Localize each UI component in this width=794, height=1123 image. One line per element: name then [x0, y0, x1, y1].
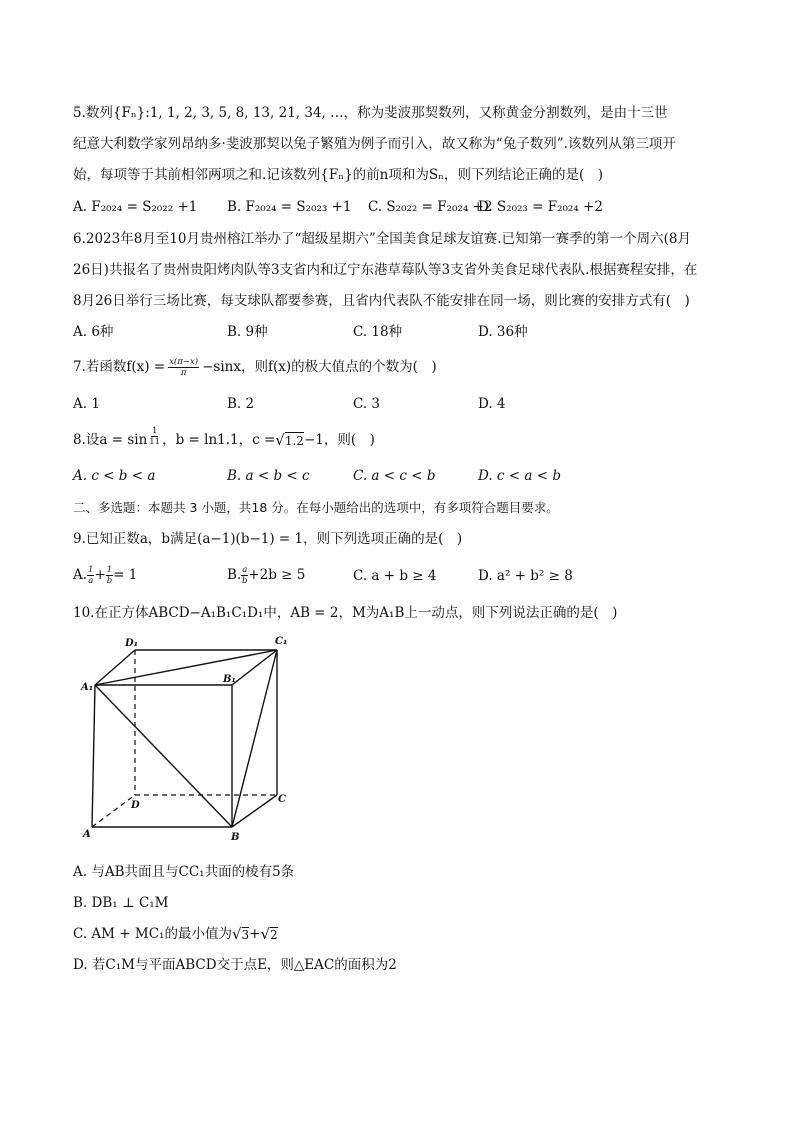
q7-option-d: D. 4: [478, 396, 506, 412]
q9-option-a: [73, 560, 137, 590]
q7-option-c: C. 3: [353, 396, 381, 412]
q8-fraction: [149, 426, 160, 447]
sqrt-sign: √: [231, 925, 242, 943]
diagonal-a1-c1: [95, 650, 277, 685]
q8-fraction-numerator: 1: [151, 425, 158, 436]
q10-stem: 10.在正方体ABCD−A₁B₁C₁D₁中，AB = 2，M为A₁B上一动点，则下列说法正确的是( ): [73, 605, 618, 621]
fraction-denominator: b: [242, 575, 248, 586]
q7-fraction-denominator: π: [180, 367, 187, 378]
q7-suffix: −sinx，则f(x)的极大值点的个数为( ): [202, 359, 437, 375]
q8-mid: ，b = ln1.1，c =: [162, 432, 276, 448]
q10-option-c-text: C. AM + MC₁的最小值为: [73, 926, 232, 942]
edge-a1-d1: [95, 650, 135, 685]
q6-option-b: B. 9种: [227, 324, 268, 340]
q5-option-d: D. S₂₀₂₃ = F₂₀₂₄ +2: [478, 199, 603, 215]
q7-fraction: [168, 357, 199, 378]
label-a: A: [83, 829, 91, 840]
q8-prefix: 8.设a = sin: [73, 432, 148, 448]
fraction-numerator: 1: [88, 564, 94, 575]
q8-radicand: 1.2: [284, 434, 304, 448]
q6-line-3: 8月26日举行三场比赛，每支球队都要参赛，且省内代表队不能安排在同一场，则比赛的安排方式有( ): [73, 293, 690, 309]
q9-option-b-label: B.: [227, 567, 242, 583]
radicand: 2: [270, 927, 278, 942]
q9-option-a-tail: = 1: [113, 567, 138, 583]
radicand: 3: [241, 927, 250, 942]
q6-option-a: A. 6种: [73, 324, 114, 340]
q6-option-c: C. 18种: [353, 324, 403, 340]
label-d1: D₁: [125, 638, 139, 649]
label-b1: B₁: [223, 674, 236, 685]
q8-stem: [73, 423, 375, 457]
q9-option-b: [227, 560, 305, 590]
sqrt-sign: √: [275, 431, 285, 449]
q8-option-d: D. c < a < b: [478, 468, 561, 484]
q7-option-b: B. 2: [227, 396, 255, 412]
q8-option-c: C. a < c < b: [353, 468, 436, 484]
edge-b1-c1: [232, 650, 277, 685]
q5-option-a: A. F₂₀₂₄ = S₂₀₂₂ +1: [73, 199, 198, 215]
q8-option-a: A. c < b < a: [73, 468, 156, 484]
q5-line-1: 5.数列{Fₙ}:1, 1, 2, 3, 5, 8, 13, 21, 34, …，称为斐波那契数列，又称黄金分割数列，是由十三世: [73, 105, 668, 121]
hidden-edge-a-d: [92, 795, 135, 827]
q6-line-1: 6.2023年8月至10月贵州榕江举办了“超级星期六”全国美食足球友谊赛.已知第一赛季的第一个周六(8月: [73, 231, 691, 247]
q9-option-d: D. a² + b² ≥ 8: [478, 568, 573, 584]
q10-option-a: A. 与AB共面且与CC₁共面的棱有5条: [73, 864, 295, 880]
q5-line-2: 纪意大利数学家列昂纳多·斐波那契以兔子繁殖为例子而引入，故又称为“兔子数列”.该数列从第三项开: [73, 136, 676, 152]
section-heading-multiple-choice: 二、多选题：本题共 3 小题，共18 分。在每小题给出的选项中，有多项符合题目要求。: [73, 500, 559, 515]
q5-line-3: 始，每项等于其前相邻两项之和.记该数列{Fₙ}的前n项和为Sₙ，则下列结论正确的是( ): [73, 167, 603, 183]
q7-fraction-numerator: x(π−x): [169, 356, 199, 367]
label-d: D: [131, 800, 140, 811]
plus-sign: +: [94, 567, 106, 583]
q7-stem: [73, 350, 437, 384]
label-c: C: [278, 794, 286, 805]
q8-option-b: B. a < b < c: [227, 468, 310, 484]
q9-option-a-label: A.: [73, 567, 88, 583]
diagonal-a1-b: [95, 685, 232, 827]
cube-figure: [75, 630, 305, 850]
sqrt-sign: √: [260, 925, 271, 943]
q9-option-a-fraction-1: [87, 565, 94, 586]
fraction-numerator: 1: [106, 564, 113, 575]
fraction-numerator: a: [242, 564, 248, 575]
q6-line-2: 26日)共报名了贵州贵阳烤肉队等3支省内和辽宁东港草莓队等3支省外美食足球代表队.根据赛程安排，在: [73, 262, 698, 278]
fraction-denominator: a: [88, 575, 94, 586]
q6-option-d: D. 36种: [478, 324, 528, 340]
q9-option-c: C. a + b ≥ 4: [353, 568, 437, 584]
label-b: B: [231, 832, 240, 843]
label-a1: A₁: [81, 682, 94, 693]
q7-option-a: A. 1: [73, 396, 100, 412]
plus-sign: +: [249, 926, 261, 942]
q5-option-b: B. F₂₀₂₄ = S₂₀₂₃ +1: [227, 199, 352, 215]
q8-suffix: −1，则( ): [303, 432, 375, 448]
q5-option-c: C. S₂₀₂₂ = F₂₀₂₄ +2: [368, 199, 493, 215]
q9-option-a-fraction-2: [106, 565, 113, 586]
q8-fraction-denominator: 11: [149, 436, 161, 447]
q10-option-b: B. DB₁ ⊥ C₁M: [73, 895, 169, 911]
q7-prefix: 7.若函数f(x) =: [73, 359, 166, 375]
q10-option-c: [73, 922, 278, 946]
edge-a-a1: [92, 685, 95, 827]
label-c1: C₁: [275, 636, 288, 647]
q9-option-b-fraction: [241, 565, 248, 586]
q9-stem: 9.已知正数a，b满足(a−1)(b−1) = 1，则下列选项正确的是( ): [73, 531, 463, 547]
fraction-denominator: b: [106, 575, 113, 586]
q9-option-b-tail: +2b ≥ 5: [248, 567, 306, 583]
q10-option-d: D. 若C₁M与平面ABCD交于点E，则△EAC的面积为2: [73, 957, 397, 973]
